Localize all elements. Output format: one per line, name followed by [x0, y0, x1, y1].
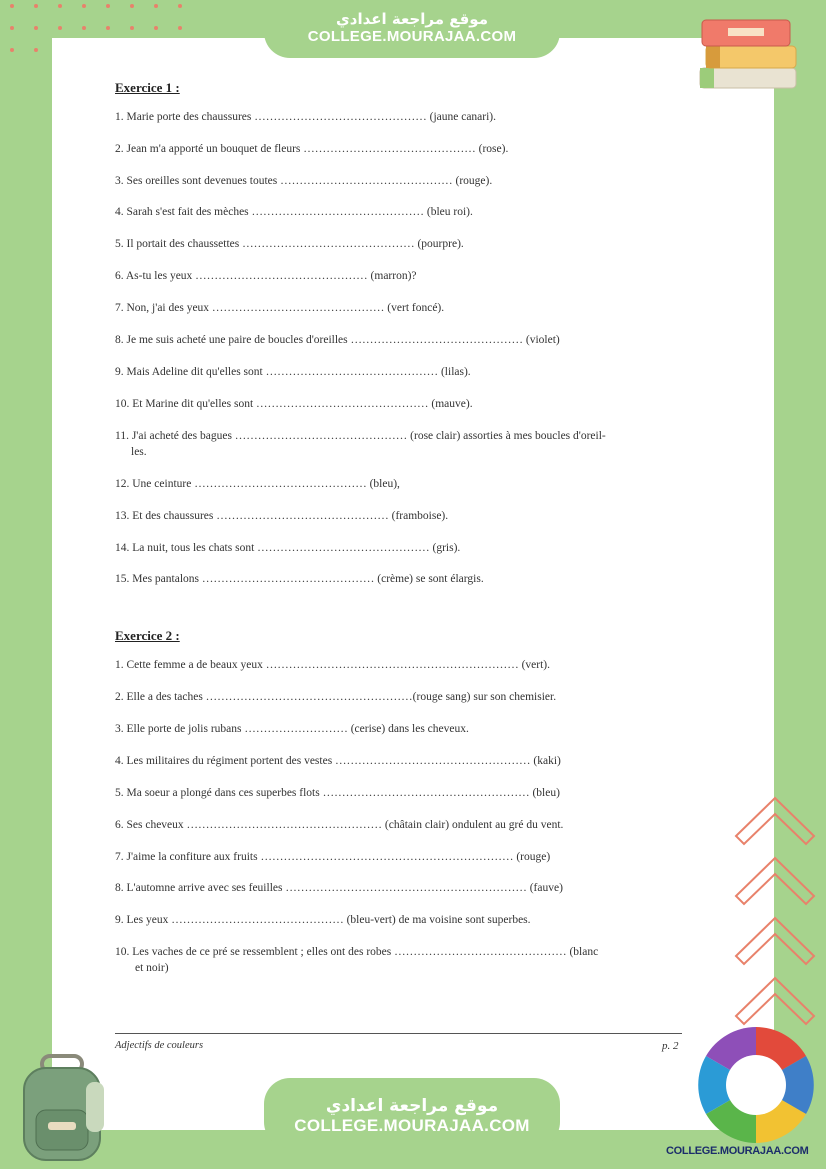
exercise2-item-9: 9. Les yeux ……………………………………… (bleu-vert) de ma voisine sont superbes. — [115, 914, 531, 926]
header-site-link[interactable]: COLLEGE.MOURAJAA.COM — [307, 28, 517, 45]
footer-arabic-title: موقع مراجعة اعدادي — [325, 1096, 499, 1116]
page-number: p. 2 — [662, 1040, 679, 1052]
exercise1-item-8: 8. Je me suis acheté une paire de boucles d'oreilles ……………………………………… (violet) — [115, 334, 560, 346]
exercise1-item-10: 10. Et Marine dit qu'elles sont ……………………………………… (mauve). — [115, 398, 473, 410]
wheel-badge-text: COLLEGE.MOURAJAA.COM — [666, 1145, 809, 1157]
exercise1-item-13: 13. Et des chaussures ……………………………………… (framboise). — [115, 510, 449, 522]
exercise1-item-5: 5. Il portait des chaussettes ……………………………………… (pourpre). — [115, 238, 464, 250]
exercise1-item-6: 6. As-tu les yeux ……………………………………… (marron)? — [115, 270, 417, 282]
exercise1-item-12: 12. Une ceinture ……………………………………… (bleu), — [115, 478, 400, 490]
exercise2-item-10-continuation: et noir) — [135, 962, 169, 974]
exercise1-item-14: 14. La nuit, tous les chats sont ……………………………………… (gris). — [115, 542, 461, 554]
exercise2-item-5: 5. Ma soeur a plongé dans ces superbes flots ……………………………………………… (bleu) — [115, 787, 560, 799]
backpack-icon — [14, 1052, 114, 1162]
exercise2-item-7: 7. J'aime la confiture aux fruits ………………………………………………………… (rouge) — [115, 851, 551, 863]
footer-divider — [115, 1033, 682, 1034]
header-arabic-title: موقع مراجعة اعدادي — [336, 10, 488, 28]
exercise2-item-6: 6. Ses cheveux …………………………………………… (châtain clair) ondulent au gré du vent. — [115, 819, 564, 831]
exercise1-item-2: 2. Jean m'a apporté un bouquet de fleurs ……………………………………… (rose). — [115, 143, 509, 155]
exercise1-title: Exercice 1 : — [115, 80, 180, 95]
exercise1-item-9: 9. Mais Adeline dit qu'elles sont ……………………………………… (lilas). — [115, 366, 471, 378]
exercise1-item-1: 1. Marie porte des chaussures ……………………………………… (jaune canari). — [115, 111, 497, 123]
footer-site-link[interactable]: COLLEGE.MOURAJAA.COM — [294, 1116, 530, 1135]
exercise1-item-11-continuation: les. — [131, 446, 147, 458]
chevron-up-icon — [732, 792, 818, 1032]
exercise2-item-10: 10. Les vaches de ce pré se ressemblent ; elles ont des robes ……………………………………… (blanc — [115, 946, 599, 958]
exercise1-item-11: 11. J'ai acheté des bagues ……………………………………… (rose clair) assorties à mes boucles d'oreil- — [115, 430, 606, 442]
footer-banner — [264, 1078, 560, 1148]
exercise2-item-8: 8. L'automne arrive avec ses feuilles ……………………………………………………… (fauve) — [115, 882, 563, 894]
subjects-wheel-icon — [694, 1024, 818, 1146]
exercise2-item-2: 2. Elle a des taches ………………………………………………(rouge sang) sur son chemisier. — [115, 691, 557, 703]
books-icon — [692, 10, 804, 94]
exercise2-title: Exercice 2 : — [115, 628, 180, 643]
exercise1-item-3: 3. Ses oreilles sont devenues toutes ……………………………………… (rouge). — [115, 175, 493, 187]
footer-doc-title: Adjectifs de couleurs — [115, 1040, 204, 1051]
exercise2-item-1: 1. Cette femme a de beaux yeux ………………………………………………………… (vert). — [115, 659, 551, 671]
exercise2-item-4: 4. Les militaires du régiment portent des vestes …………………………………………… (kaki) — [115, 755, 561, 767]
exercise1-item-7: 7. Non, j'ai des yeux ……………………………………… (vert foncé). — [115, 302, 445, 314]
exercise1-item-15: 15. Mes pantalons ……………………………………… (crème) se sont élargis. — [115, 573, 484, 585]
header-banner — [264, 0, 560, 58]
exercise2-item-3: 3. Elle porte de jolis rubans ……………………… (cerise) dans les cheveux. — [115, 723, 469, 735]
exercise1-item-4: 4. Sarah s'est fait des mèches ……………………………………… (bleu roi). — [115, 206, 473, 218]
